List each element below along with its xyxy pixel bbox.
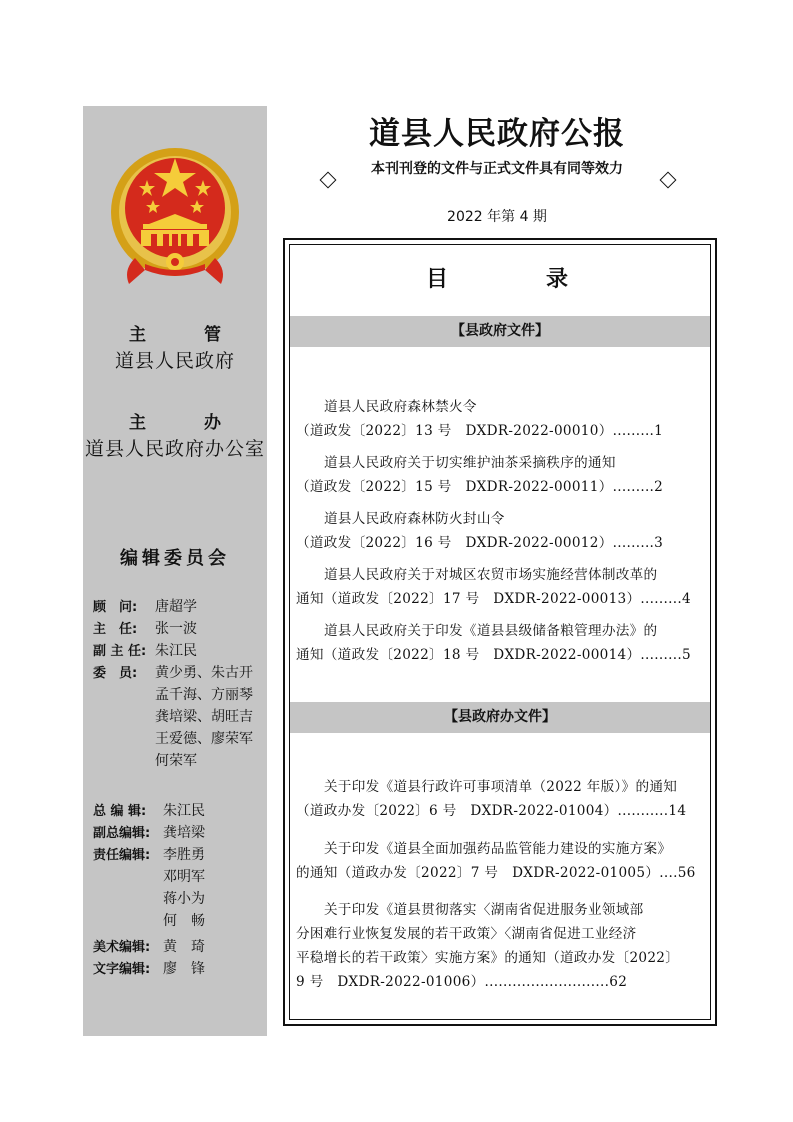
toc-entry-title: 道县人民政府关于对城区农贸市场实施经营体制改革的 (324, 567, 658, 583)
sponsor-name: 道县人民政府办公室 (84, 438, 265, 460)
section-county-gov-office: 【县政府办文件】 (290, 702, 710, 733)
toc-entry[interactable] (296, 395, 709, 443)
committee-director (93, 618, 197, 641)
responsible-editor-line: 邓明军 (163, 869, 205, 885)
committee-members-label: 委 员: (93, 666, 138, 681)
toc-entry-ref: 的通知（道政办发〔2022〕7 号 DXDR-2022-01005）....56 (296, 865, 696, 881)
sidebar (83, 106, 267, 1036)
editor-in-chief-label: 总 编 辑: (93, 804, 147, 819)
responsible-editors-label: 责任编辑: (93, 848, 151, 863)
issue-number: 2022 年第 4 期 (447, 209, 547, 225)
committee-member-line: 黄少勇、朱古开 (155, 665, 253, 681)
toc-entry-title: 关于印发《道县全面加强药品监管能力建设的实施方案》 (324, 841, 672, 857)
committee-member-line: 王爱德、廖荣军 (155, 731, 253, 747)
responsible-editor-line: 蒋小为 (163, 891, 205, 907)
toc-entry-title: 道县人民政府关于印发《道县县级储备粮管理办法》的 (324, 623, 658, 639)
committee-director-label: 主 任: (93, 622, 138, 637)
responsible-editor-line: 何 畅 (163, 913, 205, 929)
sponsor-label: 主 办 (129, 413, 247, 433)
toc-entry-title-cont: 平稳增长的若干政策〉实施方案》的通知（道政办发〔2022〕 (296, 950, 680, 966)
committee-advisor-name: 唐超学 (155, 599, 197, 615)
responsible-editors (93, 844, 163, 867)
toc-entry-title: 关于印发《道县贯彻落实〈湖南省促进服务业领域部 (324, 902, 644, 918)
toc-entry[interactable] (296, 619, 709, 667)
deputy-editor-label: 副总编辑: (93, 826, 151, 841)
toc-entry-title-cont: 分困难行业恢复发展的若干政策〉〈湖南省促进工业经济 (296, 926, 637, 942)
toc-entry-title: 关于印发《道县行政许可事项清单（2022 年版）》的通知 (324, 779, 678, 795)
committee-deputy-name: 朱江民 (155, 643, 197, 659)
committee-members-names (155, 662, 253, 772)
committee-advisor (93, 596, 197, 619)
art-editor-label: 美术编辑: (93, 940, 151, 955)
toc-entry-ref: （道政发〔2022〕13 号 DXDR-2022-00010）.........1 (296, 423, 664, 439)
committee-deputy (93, 640, 197, 663)
toc-entry-ref: （道政发〔2022〕15 号 DXDR-2022-00011）.........2 (296, 479, 664, 495)
committee-advisor-label: 顾 问: (93, 600, 138, 615)
committee-director-name: 张一波 (155, 621, 197, 637)
toc-entry[interactable] (296, 898, 709, 994)
toc-entry-ref: （道政办发〔2022〕6 号 DXDR-2022-01004）...........14 (296, 803, 687, 819)
supervisor-name: 道县人民政府 (114, 350, 235, 372)
text-editor-label: 文字编辑: (93, 962, 151, 977)
responsible-editors-names (163, 844, 205, 932)
committee-deputy-label: 副 主 任: (93, 644, 147, 659)
toc-entry[interactable] (296, 451, 709, 499)
toc-entry-title: 道县人民政府森林禁火令 (324, 399, 477, 415)
committee-member-line: 孟千海、方丽琴 (155, 687, 253, 703)
toc-entry[interactable] (296, 775, 709, 823)
deputy-editor-name: 龚培梁 (163, 825, 205, 841)
committee-members (93, 662, 155, 685)
deputy-editor (93, 822, 205, 845)
committee-title: 编辑委员会 (120, 548, 230, 569)
toc-entry-ref: 9 号 DXDR-2022-01006）...........................62 (296, 974, 628, 990)
toc-entry[interactable] (296, 837, 709, 885)
toc-entry-title: 道县人民政府关于切实维护油茶采摘秩序的通知 (324, 455, 616, 471)
editor-in-chief (93, 800, 205, 823)
toc-entry-title: 道县人民政府森林防火封山令 (324, 511, 505, 527)
text-editor (93, 958, 205, 981)
art-editor-name: 黄 琦 (163, 939, 205, 955)
toc-entry-ref: （道政发〔2022〕16 号 DXDR-2022-00012）.........3 (296, 535, 664, 551)
toc-heading (426, 262, 576, 293)
committee-member-line: 何荣军 (155, 753, 197, 769)
toc-entry[interactable] (296, 507, 709, 555)
national-emblem-icon (105, 146, 245, 286)
supervisor-label: 主 管 (129, 325, 247, 345)
gazette-subtitle: 本刊刊登的文件与正式文件具有同等效力 (371, 161, 623, 177)
toc-heading-text: 目 录 (426, 266, 577, 292)
toc-entry-ref: 通知（道政发〔2022〕18 号 DXDR-2022-00014）.........5 (296, 647, 691, 663)
art-editor (93, 936, 205, 959)
editor-in-chief-name: 朱江民 (163, 803, 205, 819)
committee-member-line: 龚培梁、胡旺吉 (155, 709, 253, 725)
text-editor-name: 廖 锋 (163, 961, 205, 977)
toc-entry[interactable] (296, 563, 709, 611)
toc-entry-ref: 通知（道政发〔2022〕17 号 DXDR-2022-00013）.........4 (296, 591, 691, 607)
gazette-title: 道县人民政府公报 (369, 116, 625, 152)
section-county-gov: 【县政府文件】 (290, 316, 710, 347)
responsible-editor-line: 李胜勇 (163, 847, 205, 863)
